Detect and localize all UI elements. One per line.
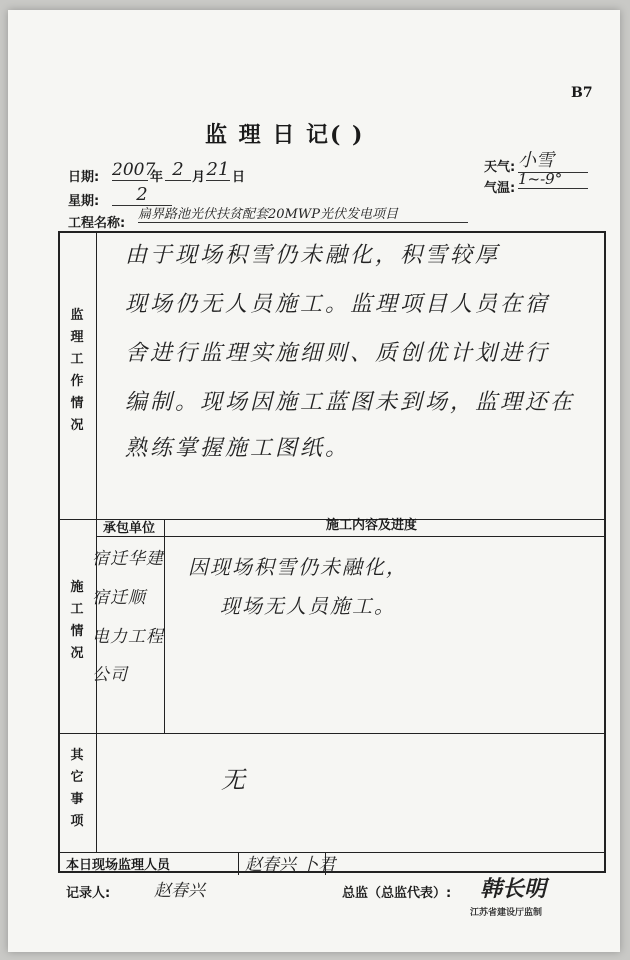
divider [60,733,604,734]
recorder-name: 赵春兴 [154,881,205,901]
contractor-header: 承包单位 [103,521,156,536]
weather-label: 天气: [484,160,516,175]
temperature-value: 1~-9° [518,170,588,189]
divider [238,852,239,875]
project-name: 扁界路池光伏扶贫配套20MWP光伏发电项目 [138,203,468,223]
contractor-line: 公司 [92,665,128,685]
date-month: 2 [165,159,191,181]
year-unit: 年 [150,170,164,185]
project-label: 工程名称: [68,216,126,231]
date-label: 日期: [68,170,100,185]
weekday-label: 星期: [68,194,100,209]
work-text-line: 现场仍无人员施工。监理项目人员在宿 [125,292,551,317]
page-title: 监 理 日 记( ) [205,122,365,148]
publisher-stamp: 江苏省建设厅监制 [470,908,543,918]
work-text-line: 由于现场积雪仍未融化，积雪较厚 [125,243,501,268]
weekday-value: 2 [112,184,172,206]
other-section-label: 其它事项 [70,748,84,829]
staff-label: 本日现场监理人员 [66,858,171,873]
day-unit: 日 [232,170,246,185]
weather-value: 小雪 [518,146,588,173]
work-section-label: 监理工作情况 [70,308,84,433]
progress-line: 现场无人员施工。 [220,594,396,618]
date-year: 2007 [112,160,156,180]
construction-section-label: 施工情况 [70,580,84,661]
work-text-line: 舍进行监理实施细则、质创优计划进行 [125,341,551,366]
progress-line: 因现场积雪仍未融化， [188,555,408,579]
divider [96,233,97,852]
temperature-label: 气温: [484,181,516,196]
chief-label: 总监（总监代表）: [342,886,452,901]
form-code: B7 [571,85,593,101]
recorder-label: 记录人: [66,886,111,901]
divider [96,536,604,537]
month-unit: 月 [192,170,206,185]
staff-names: 赵春兴 卜君 [245,855,336,875]
contractor-line: 宿迁华建 [92,549,164,569]
progress-header: 施工内容及进度 [326,518,418,533]
work-text-line: 熟练掌握施工图纸。 [125,436,351,461]
work-text-line: 编制。现场因施工蓝图未到场，监理还在 [125,390,576,415]
date-day: 21 [206,159,230,180]
chief-signature: 韩长明 [480,876,547,902]
contractor-line: 电力工程 [92,627,164,647]
divider [164,519,165,733]
contractor-line: 宿迁顺 [92,588,146,608]
other-text: 无 [221,766,245,794]
